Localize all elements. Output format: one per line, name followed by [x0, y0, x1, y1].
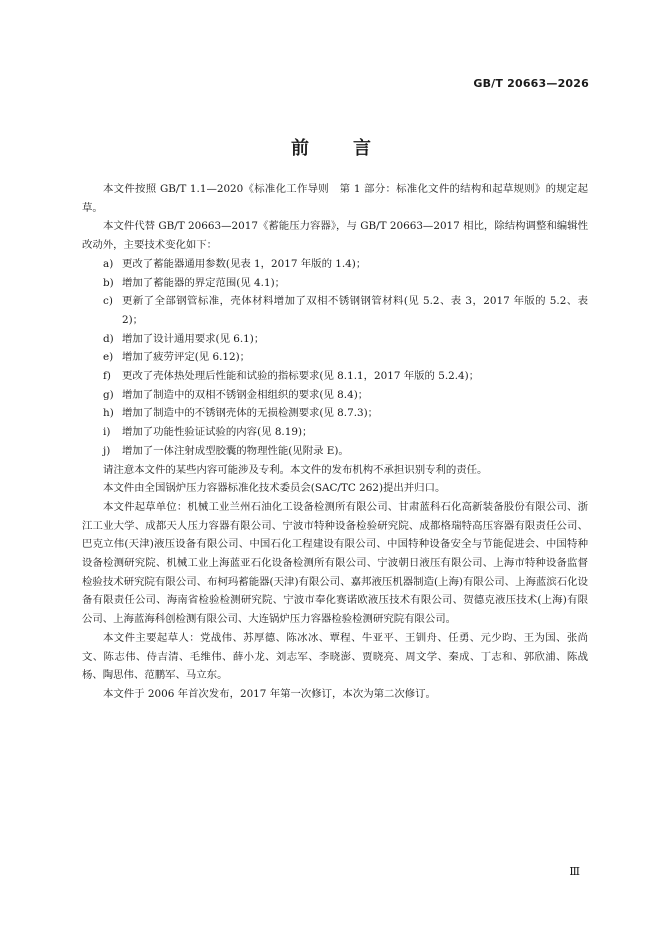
list-marker: i): [103, 426, 111, 439]
list-item-text: 增加了功能性验证试验的内容(见 8.19)；: [122, 426, 313, 439]
list-item: [103, 292, 588, 329]
list-item-text: 增加了一体注射成型胶囊的物理性能(见附录 E)。: [122, 444, 349, 457]
paragraph: 本文件由全国锅炉压力容器标准化技术委员会(SAC/TC 262)提出并归口。: [103, 482, 446, 495]
list-item: [103, 423, 588, 442]
paragraph: 本文件代替 GB/T 20663—2017《蓄能压力容器》，与 GB/T 20663—2017 相比，除结构调整和编辑性改动外，主要技术变化如下：: [82, 220, 588, 252]
list-marker: e): [103, 351, 114, 364]
list-item-text: 更改了壳体热处理后性能和试验的指标要求(见 8.1.1，2017 年版的 5.2.4)；: [122, 370, 480, 383]
list-item: [103, 274, 588, 293]
list-marker: g): [103, 388, 114, 401]
list-marker: c): [103, 295, 113, 308]
list-marker: h): [103, 407, 114, 420]
standard-code: GB/T 20663—2026: [473, 77, 589, 90]
list-item-text: 增加了设计通用要求(见 6.1)；: [122, 332, 265, 345]
list-item-text: 更新了全部钢管标准，壳体材料增加了双相不锈钢钢管材料(见 5.2、表 3，2017 年版的 5.2、表 2)；: [122, 295, 588, 326]
list-item-text: 增加了制造中的不锈钢壳体的无损检测要求(见 8.7.3)；: [122, 407, 379, 420]
list-marker: a): [103, 257, 114, 270]
list-item: [103, 442, 588, 461]
list-marker: f): [103, 370, 111, 383]
list-item: [103, 386, 588, 405]
list-item-text: 更改了蓄能器通用参数(见表 1，2017 年版的 1.4)；: [122, 257, 367, 270]
paragraph: 请注意本文件的某些内容可能涉及专利。本文件的发布机构不承担识别专利的责任。: [103, 463, 488, 476]
paragraph: 本文件起草单位：机械工业兰州石油化工设备检测所有限公司、甘肃蓝科石化高新装备股份有限公司、浙江工业大学、成都天人压力容器有限公司、宁波市特种设备检验研究院、成都格瑞特高压容器有限责任公司、巴克立伟(天津)液压设备有限公司、中国石化工程建设有限公司、中国特种设备安全与节能促进会、中国特种设备检测研究院、机械工业上海蓝亚石化设备检测所有限公司、宁波朝日液压有限公司、上海市特种设备监督检验技术研究院有限公司、布柯玛蓄能器(天津)有限公司、嘉邦液压机器制造(上海)有限公司、上海蓝滨石化设备有限责任公司、海南省检验检测研究院、宁波市奉化赛诺欧液压技术有限公司、贺德克液压技术(上海)有限公司、上海蓝海科创检测有限公司、大连锅炉压力容器检验检测研究院有限公司。: [82, 500, 588, 626]
list-marker: b): [103, 276, 114, 289]
changes-list: [82, 255, 588, 461]
document-body: [82, 180, 588, 704]
list-item-text: 增加了疲劳评定(见 6.12)；: [122, 351, 251, 364]
paragraph: 本文件于 2006 年首次发布，2017 年第一次修订，本次为第二次修订。: [103, 687, 436, 700]
paragraph: 本文件按照 GB/T 1.1—2020《标准化工作导则 第 1 部分：标准化文件的结构和起草规则》的规定起草。: [82, 183, 588, 214]
list-item: [103, 404, 588, 423]
list-item: [103, 330, 588, 349]
paragraph: 本文件主要起草人：党战伟、苏厚德、陈冰冰、覃程、牛亚平、王钏舟、任勇、元少昀、王为国、张尚文、陈志伟、侍吉清、毛维伟、薛小龙、刘志军、李晓澎、贾晓亮、周文学、秦成、丁志和、郭欣浦、陈战杨、陶思伟、范鹏军、马立东。: [82, 631, 588, 682]
list-marker: d): [103, 332, 114, 345]
list-item: [103, 255, 588, 274]
list-item: [103, 367, 588, 386]
list-item: [103, 348, 588, 367]
page-title: 前言: [291, 138, 415, 159]
page-number: Ⅲ: [569, 865, 580, 878]
list-marker: j): [103, 444, 111, 457]
list-item-text: 增加了制造中的双相不锈钢金相组织的要求(见 8.4)；: [122, 388, 369, 401]
list-item-text: 增加了蓄能器的界定范围(见 4.1)；: [122, 276, 286, 289]
